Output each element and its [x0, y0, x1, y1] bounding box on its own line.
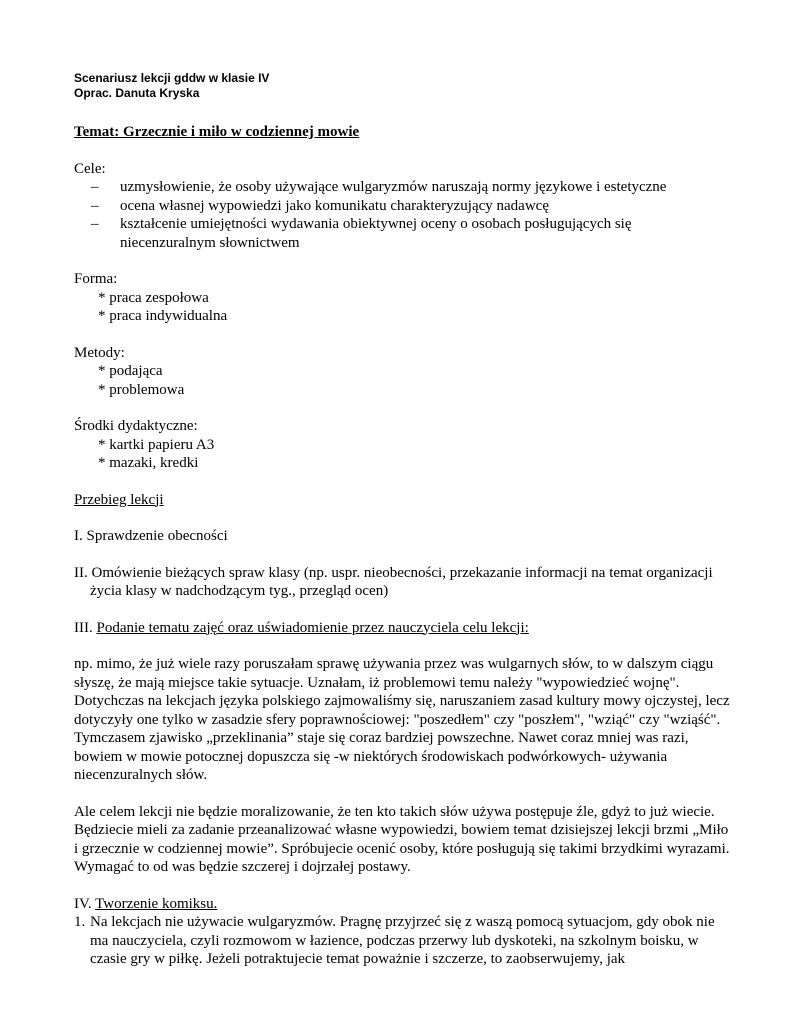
- aid-item: * kartki papieru A3: [98, 436, 215, 453]
- aids-heading: Środki dydaktyczne:: [74, 418, 198, 434]
- document-header: [74, 71, 731, 101]
- teacher-paragraph-2: Ale celem lekcji nie będzie moralizowanie, że ten kto takich słów używa postępuje źle, gdyż to już wiecie. Będziecie mieli za zadanie przeanalizować własne wypowiedzi, bowiem temat dzisiejszej lekcji brzmi „Miło i grzecznie w codziennej mowie”. Spróbujecie ocenić osoby, które posługują się takimi brzydkimi wyrazami. Wymagać to od was będzie szczerej i dojrzałej postawy.: [74, 803, 730, 875]
- step-3-number: III.: [74, 619, 97, 636]
- method-item: * podająca: [98, 363, 163, 379]
- form-item: * praca zespołowa: [98, 289, 209, 306]
- form-section: [74, 270, 731, 326]
- course-heading: Przebieg lekcji: [74, 491, 164, 508]
- numbered-item-1: [74, 913, 731, 969]
- goal-item: – kształcenie umiejętności wydawania obiektywnej oceny o osobach posługujących się niecenzuralnym słownictwem: [74, 215, 731, 252]
- step-3-title: Podanie tematu zajęć oraz uświadomienie przez nauczyciela celu lekcji:: [96, 619, 529, 636]
- aids-section: [74, 417, 731, 473]
- course-step-2: II. Omówienie bieżących spraw klasy (np. uspr. nieobecności, przekazanie informacji na temat organizacji życia klasy w nadchodzącym tyg., przegląd ocen): [74, 564, 713, 599]
- step-4-number: IV.: [74, 895, 96, 912]
- methods-section: [74, 344, 731, 400]
- lesson-topic: Temat: Grzecznie i miło w codziennej mowie: [74, 124, 360, 140]
- goal-item: – ocena własnej wypowiedzi jako komunikatu charakteryzujący nadawcę: [74, 197, 731, 216]
- form-heading: Forma:: [74, 271, 118, 287]
- step-4-title: Tworzenie komiksu.: [95, 895, 218, 912]
- goals-section: [74, 160, 731, 253]
- course-step-1: I. Sprawdzenie obecności: [74, 528, 228, 544]
- goal-item: – uzmysłowienie, że osoby używające wulgaryzmów naruszają normy językowe i estetyczne: [74, 178, 731, 197]
- course-step-3: [74, 619, 731, 638]
- header-line-title: Scenariusz lekcji gddw w klasie IV: [74, 71, 270, 85]
- course-section: [74, 491, 731, 510]
- methods-heading: Metody:: [74, 344, 125, 361]
- header-line-author: Oprac. Danuta Kryska: [74, 86, 200, 100]
- teacher-paragraph-1: np. mimo, że już wiele razy poruszałam sprawę używania przez was wulgarnych słów, to w dalszym ciągu słyszę, że mają miejsce takie sytuacje. Uznałam, iż problemowi temu należy "wypowiedzieć wojnę". Dotychczas na lekcjach języka polskiego zajmowaliśmy się, naruszaniem zasad kultury mowy ojczystej, lecz dotyczyły one tylko w zasadzie sfery poprawnościowej: "poszedłem" czy "poszłem", "wziąć" czy "wziąść". Tymczasem zjawisko „przeklinania” staje się coraz bardziej powszechne. Nawet coraz mniej was razi, bowiem w mowie potocznej dopuszcza się -w niektórych środowiskach podwórkowych- używania niecenzuralnych słów.: [74, 656, 730, 783]
- method-item: * problemowa: [98, 381, 185, 398]
- goals-heading: Cele:: [74, 160, 106, 177]
- course-step-4: [74, 895, 731, 914]
- aid-item: * mazaki, kredki: [98, 455, 199, 471]
- goals-list: [74, 178, 731, 252]
- item-1-number: 1.: [74, 914, 86, 930]
- item-1-text: Na lekcjach nie używacie wulgaryzmów. Pragnę przyjrzeć się z waszą pomocą sytuacjom, gdy obok nie ma nauczyciela, czyli rozmowom w łazience, podczas przerwy lub dyskoteki, na szkolnym boisku, w czasie gry w piłkę. Jeżeli potraktujecie temat poważnie i szczerze, to zaobserwujemy, jak: [90, 914, 715, 967]
- form-item: * praca indywidualna: [98, 308, 228, 324]
